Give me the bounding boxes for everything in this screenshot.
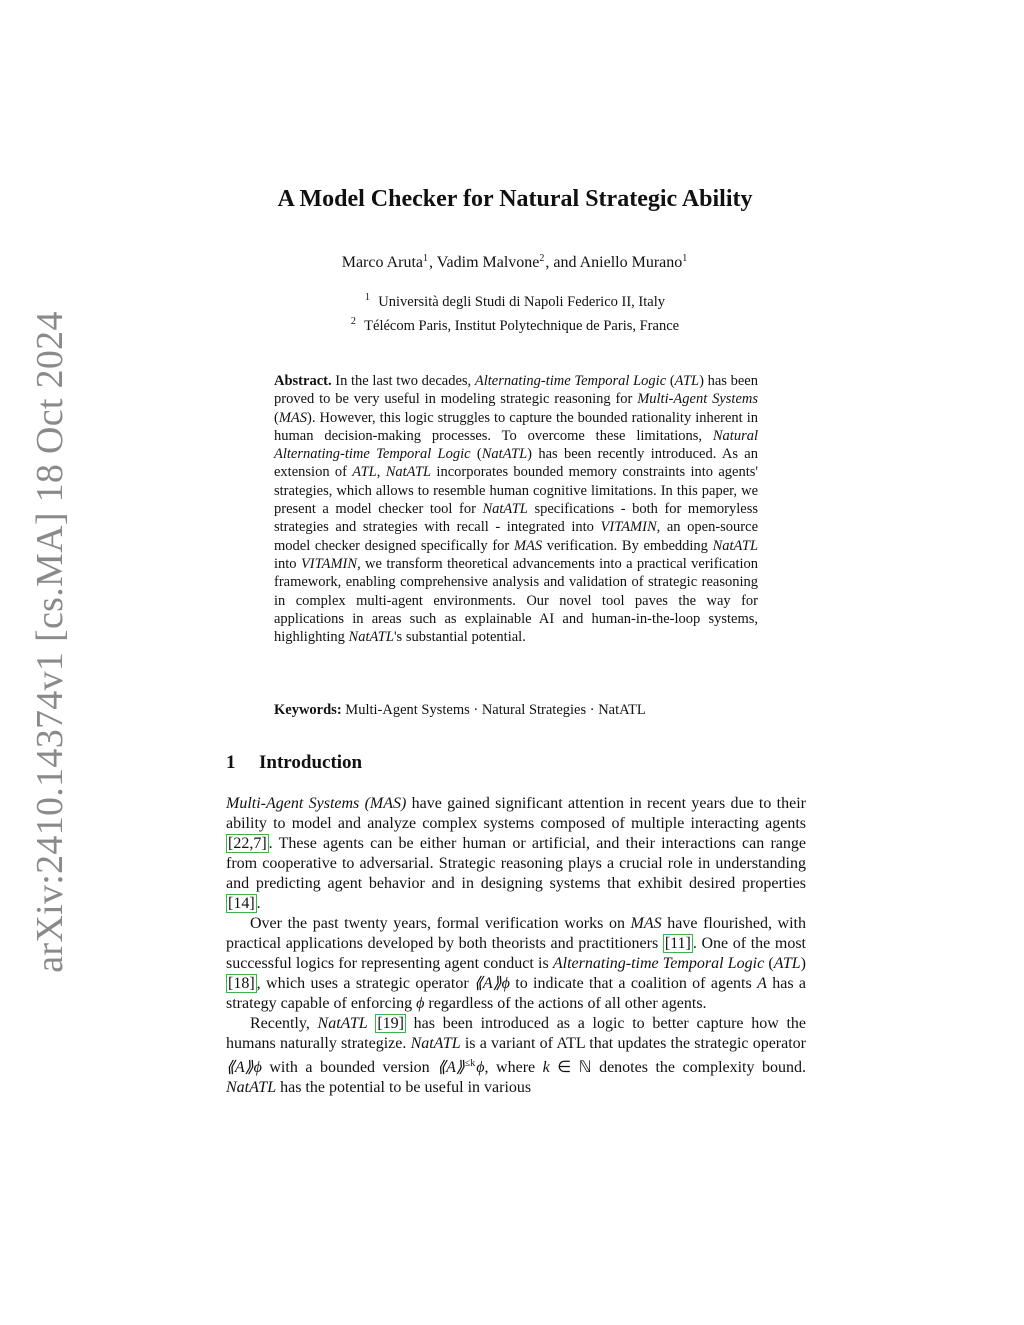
italic-text: ϕ	[416, 995, 425, 1012]
author-list	[150, 253, 880, 272]
text-run: ) has been proved to be very useful in modeling strategic reasoning for	[274, 373, 758, 408]
text-run: , where	[484, 1059, 543, 1076]
text-run: has the potential to be useful in various	[276, 1079, 532, 1096]
text-run: )	[800, 955, 806, 972]
italic-text: MAS	[278, 409, 308, 426]
text-run: ∈ ℕ denotes the complexity bound.	[549, 1059, 807, 1076]
citation-link[interactable]: [18]	[228, 975, 255, 992]
text-run: 's substantial potential.	[393, 629, 526, 646]
abstract-body	[274, 373, 758, 645]
citation-link[interactable]: [14]	[228, 895, 255, 912]
abstract-label: Abstract.	[274, 373, 332, 389]
italic-text: VITAMIN	[300, 555, 358, 572]
paragraph	[226, 794, 806, 914]
text-run: have gained significant attention in recent years due to their ability to model and analyze complex systems composed of multiple interacting agents	[226, 795, 806, 832]
italic-text: NatATL	[482, 501, 528, 518]
text-run: In the last two decades,	[331, 373, 475, 389]
text-run: . These agents can be either human or artificial, and their interactions can range from cooperative to adversarial. Strategic reasoning plays a crucial role in understanding and predicting agent behavior and in designing systems that exhibit desired properties	[226, 835, 806, 892]
text-run: regardless of the actions of all other agents.	[424, 995, 707, 1012]
text-run: (	[666, 373, 675, 389]
italic-text: ⟪A⟫ϕ	[226, 1059, 262, 1076]
italic-text: MAS	[630, 915, 662, 932]
author-separator: ,	[429, 254, 437, 271]
text-run: specifications - both for memoryless strategies and strategies with recall - integrated into	[274, 501, 758, 536]
text-run: .	[256, 895, 261, 912]
italic-text: NatATL	[385, 464, 432, 481]
author-name: Aniello Murano	[579, 254, 683, 271]
italic-text: NatATL	[481, 446, 528, 463]
text-run: . One of the most successful logics for representing agent conduct is	[226, 935, 806, 972]
text-run: , we transform theoretical advancements into a practical verification framework, enabling comprehensive analysis and validation of strategic reasoning in complex multi-agent environments. Our novel tool paves the way for applications in areas such as explainable AI and human-in-the-loop systems, highlighting	[274, 555, 758, 646]
superscript-text: ≤k	[464, 1058, 476, 1069]
citation-link[interactable]: [11]	[664, 935, 691, 952]
italic-text: NatATL	[348, 629, 394, 646]
italic-text: Alternating-time Temporal Logic	[474, 373, 667, 389]
text-run: has been introduced as a logic to better capture how the humans naturally strategize.	[226, 1015, 807, 1052]
text-run: has a strategy capable of enforcing	[226, 975, 806, 1012]
affiliation-mark: 2	[350, 316, 356, 327]
author-affiliation-mark: 1	[423, 253, 429, 264]
text-run: into	[274, 555, 301, 572]
author-separator: , and	[545, 254, 580, 271]
keywords-label: Keywords:	[274, 702, 342, 718]
italic-text: MAS	[513, 537, 543, 554]
paragraph	[226, 914, 806, 1014]
italic-text: NatATL	[317, 1015, 368, 1032]
affiliation-text: Télécom Paris, Institut Polytechnique de Paris, France	[364, 318, 680, 334]
section-number: 1	[226, 752, 236, 773]
italic-text: Natural Alternating-time Temporal Logic	[274, 427, 758, 463]
affiliation-text: Università degli Studi di Napoli Federico II, Italy	[378, 294, 665, 310]
author-affiliation-mark: 2	[539, 253, 545, 264]
arxiv-identifier-stamp	[29, 311, 71, 973]
italic-text: Multi-Agent Systems	[637, 391, 758, 408]
text-run: (	[764, 955, 774, 972]
section-heading	[226, 752, 362, 774]
text-run: incorporates bounded memory constraints into agents' strategies, which allows to resemble human cognitive limitations. In this paper, we present a model checker tool for	[274, 464, 758, 518]
affiliation-mark: 1	[365, 292, 371, 303]
keywords	[274, 702, 758, 719]
italic-text: ⟪A⟫	[437, 1059, 465, 1076]
section-title: Introduction	[259, 752, 363, 773]
text-run: (	[470, 446, 482, 463]
text-run: to indicate that a coalition of agents	[509, 975, 758, 992]
text-run: is a variant of ATL that updates the strategic operator	[460, 1035, 807, 1052]
text-run: with a bounded version	[261, 1059, 438, 1076]
text-run: ). However, this logic struggles to capture the bounded rationality inherent in human decision-making processes. To overcome these limitations,	[274, 409, 758, 444]
text-run: , an open-source model checker designed specifically for	[274, 519, 759, 554]
italic-text: k	[542, 1059, 550, 1076]
italic-text: A	[757, 975, 767, 992]
author-name: Marco Aruta	[341, 254, 424, 271]
section-body	[226, 794, 806, 1098]
text-run: ,	[376, 464, 386, 481]
italic-text: ATL	[352, 464, 377, 481]
citation-link[interactable]: [19]	[377, 1015, 404, 1032]
affiliation-line	[150, 288, 880, 312]
italic-text: VITAMIN	[600, 519, 657, 536]
abstract	[274, 372, 758, 646]
arxiv-identifier: arXiv:2410.14374v1 [cs.MA] 18 Oct 2024	[29, 311, 71, 973]
italic-text: Multi-Agent Systems (MAS)	[226, 795, 407, 812]
italic-text: Alternating-time Temporal Logic	[552, 955, 765, 972]
italic-text: NatATL	[410, 1035, 461, 1052]
paragraph	[226, 1014, 806, 1098]
citation-link[interactable]: [22,7]	[228, 835, 267, 852]
text-run: (	[274, 409, 279, 426]
italic-text: NatATL	[712, 537, 759, 554]
text-run: Over the past twenty years, formal verification works on	[250, 915, 631, 932]
text-run: have flourished, with practical applications developed by both theorists and practitioners	[226, 915, 806, 952]
text-run: , which uses a strategic operator	[256, 975, 475, 992]
italic-text: ϕ	[476, 1059, 485, 1076]
italic-text: ATL	[773, 955, 801, 972]
text-run: ) has been recently introduced. As an extension of	[274, 446, 758, 481]
italic-text: ATL	[674, 373, 700, 389]
text-run: verification. By embedding	[542, 537, 713, 554]
affiliation-line	[150, 312, 880, 336]
affiliation-list	[150, 288, 880, 336]
italic-text: ⟪A⟫ϕ	[474, 975, 510, 992]
author-name: Vadim Malvone	[436, 254, 540, 271]
keywords-text: Multi-Agent Systems · Natural Strategies · NatATL	[341, 702, 646, 718]
text-run: Recently,	[250, 1015, 318, 1032]
italic-text: NatATL	[226, 1079, 277, 1096]
author-affiliation-mark: 1	[682, 253, 688, 264]
paper-title: A Model Checker for Natural Strategic Ability	[277, 186, 753, 212]
